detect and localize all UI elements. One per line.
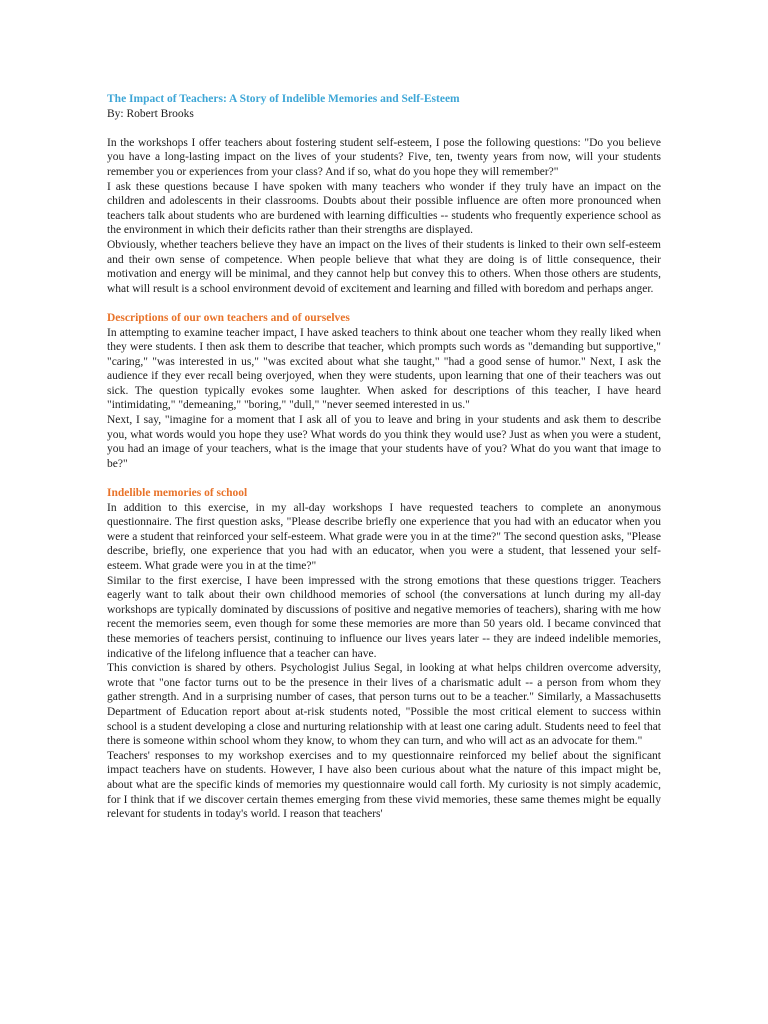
section-heading: Indelible memories of school — [107, 487, 248, 500]
paragraph: This conviction is shared by others. Psychologist Julius Segal, in looking at what helps children overcome adversity, wrote that "one factor turns out to be the presence in their lives of a charismatic adult -- a person from whom they gather strength. And in a surprising number of cases, that person turns out to be a teacher." Similarly, a Massachusetts Department of Education report about at-risk students noted, "Possible the most critical element to success within school is a student developing a close and nurturing relationship with at least one caring adult. Students need to feel that there is someone within school whom they know, to whom they can turn, and who will act as an advocate for them." — [107, 662, 661, 748]
paragraph: In attempting to examine teacher impact, I have asked teachers to think about one teacher whom they really liked when they were students. I then ask them to describe that teacher, which prompts such words as "demanding but supportive," "caring," "was interested in us," "was excited about what she taught," "had a good sense of humor." Next, I ask the audience if they ever recall being overjoyed, when they were students, upon learning that one of their teachers was out sick. The question typically evokes some laughter. When asked for descriptions of this teacher, I have heard "intimidating," "demeaning," "boring," "dull," "never seemed interested in us." — [107, 326, 661, 412]
paragraph: Teachers' responses to my workshop exercises and to my questionnaire reinforced my belief about the significant impact teachers have on students. However, I have also been curious about what the nature of this impact might be, about what are the specific kinds of memories my questionnaire would call forth. My curiosity is not simply academic, for I think that if we discover certain themes emerging from these vivid memories, these same themes might be equally relevant for students in today's world. I reason that teachers' — [107, 749, 661, 821]
paragraph: Similar to the first exercise, I have been impressed with the strong emotions that these questions trigger. Teachers eagerly want to talk about their own childhood memories of school (the conversations at lunch during my all-day workshops are typically dominated by discussions of positive and negative memories of teachers), sharing with me how recent the memories seem, even though for some these memories are more than 50 years old. I became convinced that these memories of teachers persist, continuing to influence our lives years later -- they are indeed indelible memories, indicative of the lifelong influence that a teacher can have. — [107, 574, 661, 660]
paragraph: I ask these questions because I have spoken with many teachers who wonder if they truly have an impact on the children and adolescents in their classrooms. Doubts about their possible influence are often more pronounced when teachers talk about students who are burdened with learning difficulties -- students who frequently experience school as the environment in which their deficits rather than their strengths are displayed. — [107, 180, 661, 237]
paragraph: In the workshops I offer teachers about fostering student self-esteem, I pose the following questions: "Do you believe you have a long-lasting impact on the lives of your students? Five, ten, twenty years from now, will your students remember you or experiences from your class? And if so, what do you hope they will remember?" — [107, 136, 661, 178]
article-title: The Impact of Teachers: A Story of Indelible Memories and Self-Esteem — [107, 93, 460, 105]
paragraph: Obviously, whether teachers believe they have an impact on the lives of their students is linked to their own self-esteem and their own sense of competence. When people believe that what they are doing is of little consequence, their motivation and energy will be minimal, and they cannot help but convey this to others. When those others are students, what will result is a school environment devoid of excitement and learning and filled with boredom and perhaps anger. — [107, 238, 661, 295]
section-spacer — [107, 296, 661, 311]
paragraph: In addition to this exercise, in my all-day workshops I have requested teachers to complete an anonymous questionnaire. The first question asks, "Please describe briefly one experience that you had with an educator when you were a student that reinforced your self-esteem. What grade were you in at the time?" The second question asks, "Please describe, briefly, one experience that you had with an educator, when you were a student, that lessened your self-esteem. What grade were you in at the time?" — [107, 501, 661, 572]
paragraph: Next, I say, "imagine for a moment that I ask all of you to leave and bring in your students and ask them to describe you, what words would you hope they use? What words do you think they would use? Just as when you were a student, you had an image of your teachers, what is the image that your students have of you? What do you want that image to be?" — [107, 414, 661, 470]
section-heading: Descriptions of our own teachers and of ourselves — [107, 311, 350, 324]
article — [107, 92, 661, 822]
section-spacer — [107, 471, 661, 486]
article-byline: By: Robert Brooks — [107, 107, 194, 120]
